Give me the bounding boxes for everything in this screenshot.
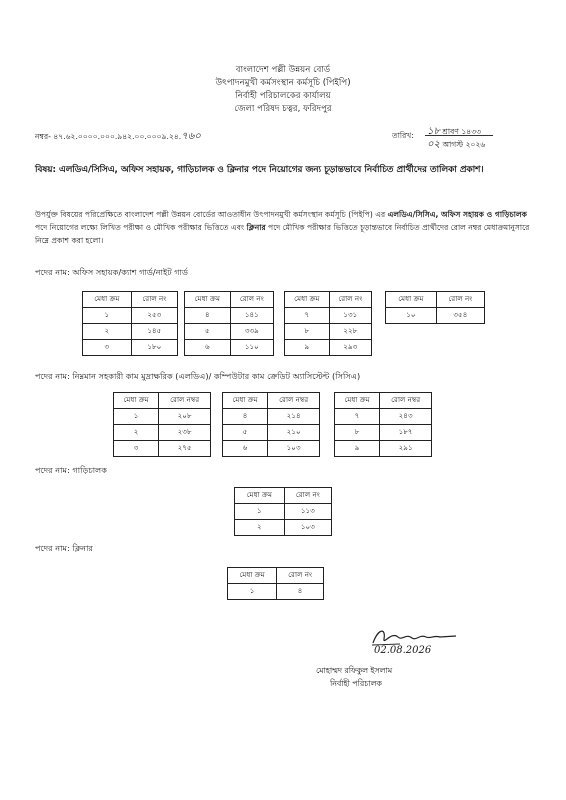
roll-cell: ২২৮ [329,324,371,340]
merit-table [284,291,372,356]
post-title-office-assistant: পদের নাম: অফিস সহায়ক/ক্যাশ গার্ড/নাইট গার্ড [35,267,189,277]
date-label: তারিখ: [392,131,414,140]
merit-cell: ৭ [285,308,330,324]
program-name: উৎপাদনমুখী কর্মসংস্থান কর্মসূচি (পিইপি) [215,78,351,88]
date-en-day: ০২ [427,139,441,150]
date-en-rest: আগস্ট ২০২৬ [442,140,486,149]
header-merit: মেধা ক্রম [223,393,268,409]
merit-cell: ১০ [386,308,437,324]
merit-table [227,567,324,600]
header-merit: মেধা ক্রম [185,292,231,308]
header-roll: রোল নং [329,292,371,308]
merit-table [234,487,332,536]
roll-cell: ৩৩৯ [230,324,273,340]
merit-cell: ২ [235,520,285,536]
roll-cell: ১৪৫ [131,324,177,340]
org-name: বাংলাদেশ পল্লী উন্নয়ন বোর্ড [235,65,331,75]
roll-cell: ২১০ [268,425,320,441]
date-bangla-day: ১৮ [427,126,440,137]
header-merit: মেধা ক্রম [386,292,437,308]
memo-number [35,129,201,146]
table-row [83,308,178,324]
header-roll: রোল নং [436,292,484,308]
table-row [285,324,372,340]
header-merit: মেধা ক্রম [83,292,132,308]
memo-number-handwritten: ৭৬০ [181,131,201,142]
memo-number-text: নম্বর- ৪৭.৬২.০০০০.০০০.৯৪২.০০.০০০৯.২৪. [35,132,182,141]
date-english [427,137,485,154]
table-row [83,324,178,340]
merit-cell: ১ [228,584,277,600]
table-row [114,425,211,441]
signatory-designation: নির্বাহী পরিচালক [330,679,382,688]
subject-text: এলডিএ/সিসিএ, অফিস সহায়ক, গাড়িচালক ও ক্লিনার পদে নিয়োগের জন্য চূড়ান্তভাবে নির্বাচিত প্রার্থীদের তালিকা প্রকাশ। [59,165,484,175]
table-row [335,409,432,425]
header-roll: রোল নং [284,488,331,504]
merit-cell: ৩ [114,441,159,457]
roll-cell: ২৩৮ [159,425,211,441]
roll-cell: ১৪১ [230,308,273,324]
header-roll: রোল নং [131,292,177,308]
merit-cell: ৯ [335,441,380,457]
date-divider [425,135,493,136]
date-bangla-rest: শ্রাবণ ১৪৩৩ [442,127,482,136]
merit-cell: ১ [114,409,159,425]
merit-cell: ১ [83,308,132,324]
table-row [223,409,320,425]
merit-cell: ৪ [223,409,268,425]
roll-cell: ১১৩ [284,504,331,520]
merit-table [222,392,320,457]
header-merit: মেধা ক্রম [235,488,285,504]
table-row [83,340,178,356]
roll-cell: ২৫৩ [131,308,177,324]
header-merit: মেধা ক্রম [285,292,330,308]
header-merit: মেধা ক্রম [228,568,277,584]
body-part2: পদে নিয়োগের লক্ষ্যে লিখিত পরীক্ষা ও মৌখিক পরীক্ষার ভিত্তিতে এবং [35,223,247,232]
signature-date: 02.08.2026 [374,645,432,656]
table-row [335,441,432,457]
roll-cell: ২৯১ [380,441,432,457]
merit-cell: ১ [235,504,285,520]
body-part1: উপর্যুক্ত বিষয়ের পরিপ্রেক্ষিতে বাংলাদেশ পল্লী উন্নয়ন বোর্ডের আওতাধীন উৎপাদনমুখী কর্মসংস্থান কর্মসূচি (পিইপি) এর [35,210,388,219]
table-row [114,409,211,425]
merit-cell: ২ [83,324,132,340]
merit-cell: ৫ [185,324,231,340]
subject [35,163,535,178]
table-row [185,324,274,340]
body-bold1: এলডিএ/সিসিএ, অফিস সহায়ক ও গাড়িচালক [387,210,527,219]
header-roll: রোল নম্বর [380,393,432,409]
table-row [185,340,274,356]
roll-cell: ১১০ [230,340,273,356]
merit-cell: ২ [114,425,159,441]
body-part3: পদে মৌখিক পরীক্ষার ভিত্তিতে চূড়ান্তভাবে নির্বাচিত প্রার্থীদের রোল নম্বর মেধাক্রমানুসারে নিম্নে প্রকাশ করা হলো। [35,223,530,245]
table-row [185,308,274,324]
merit-cell: ৮ [285,324,330,340]
header-roll: রোল নম্বর [159,393,211,409]
header-merit: মেধা ক্রম [114,393,159,409]
merit-table [385,291,485,324]
body-paragraph [35,208,535,247]
roll-cell: ১৩১ [329,308,371,324]
merit-cell: ৩ [83,340,132,356]
merit-table [113,392,211,457]
roll-cell: ১০৩ [268,441,320,457]
table-row [386,308,485,324]
roll-cell: ১০৩ [284,520,331,536]
table-row [223,425,320,441]
roll-cell: ২০৮ [159,409,211,425]
table-row [228,584,324,600]
post-title-lda-cca: পদের নাম: নিম্নমান সহকারী কাম মুদ্রাক্ষরিক (এলডিএ)/ কম্পিউটার কাম ক্রেডিট অ্যাসিস্টেন্ট (সিসিএ) [35,371,361,381]
body-bold2: ক্লিনার [246,223,266,232]
merit-cell: ৬ [185,340,231,356]
merit-cell: ৫ [223,425,268,441]
office-address: জেলা পরিষদ চত্বর, ফরিদপুর [234,104,332,114]
header-roll: রোল নং [277,568,324,584]
header-merit: মেধা ক্রম [335,393,380,409]
table-row [285,340,372,356]
roll-cell: ২৯৩ [329,340,371,356]
subject-label: বিষয়: [35,165,56,175]
merit-table [184,291,274,356]
roll-cell: ২১৪ [268,409,320,425]
table-row [285,308,372,324]
table-row [114,441,211,457]
roll-cell: ১৮০ [131,340,177,356]
post-title-cleaner: পদের নাম: ক্লিনার [35,543,93,553]
header-roll: রোল নম্বর [268,393,320,409]
table-row [223,441,320,457]
signatory-name: মোহাম্মদ রফিকুল ইসলাম [316,666,393,675]
merit-table [334,392,432,457]
roll-cell: ২৪৩ [380,409,432,425]
merit-cell: ৮ [335,425,380,441]
table-row [235,520,332,536]
roll-cell: ২৭৫ [159,441,211,457]
merit-cell: ৪ [185,308,231,324]
merit-cell: ৯ [285,340,330,356]
merit-cell: ৭ [335,409,380,425]
roll-cell: ১৮৭ [380,425,432,441]
table-row [235,504,332,520]
table-row [335,425,432,441]
merit-cell: ৬ [223,441,268,457]
roll-cell: ৩৫৪ [436,308,484,324]
office-name: নির্বাহী পরিচালকের কার্যালয় [235,91,331,101]
post-title-driver: পদের নাম: গাড়িচালক [35,465,107,475]
merit-table [82,291,178,356]
roll-cell: ৪ [277,584,324,600]
header-roll: রোল নং [230,292,273,308]
